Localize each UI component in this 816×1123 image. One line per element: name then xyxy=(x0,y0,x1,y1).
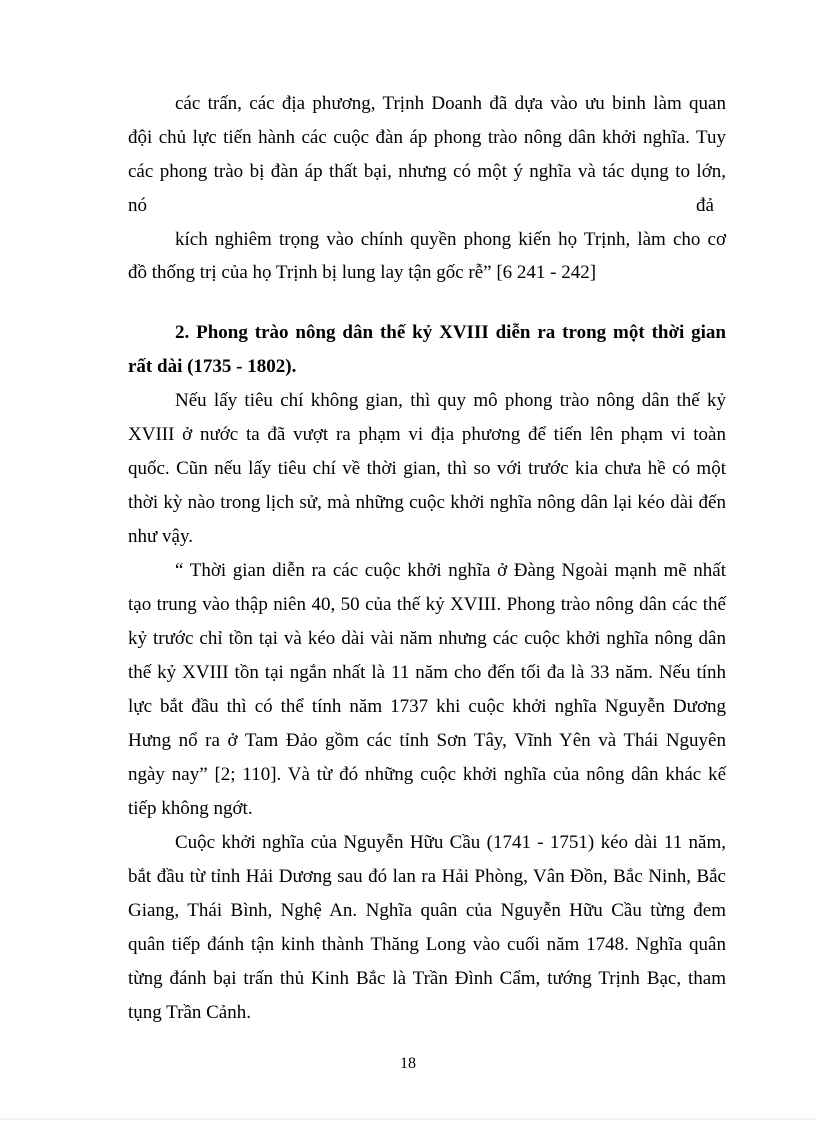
paragraph-2-line-2: XVIII ở nước ta đã vượt ra phạm vi địa phương để tiến lên phạm vi toàn xyxy=(128,424,726,445)
paragraph-1-line-4-end: đả xyxy=(696,195,714,216)
paragraph-3-line-5: lực bắt đầu thì có thể tính năm 1737 khi cuộc khởi nghĩa Nguyễn Dương xyxy=(128,696,726,717)
paragraph-4-line-4: quân tiếp đánh tận kinh thành Thăng Long vào cuối năm 1748. Nghĩa quân xyxy=(128,934,726,955)
paragraph-4-line-6: tụng Trần Cảnh. xyxy=(128,1002,251,1023)
paragraph-1-line-1: các trấn, các địa phương, Trịnh Doanh đã dựa vào ưu binh làm quan xyxy=(175,93,726,114)
paragraph-3-line-4: thế kỷ XVIII tồn tại ngắn nhất là 11 năm cho đến tối đa là 33 năm. Nếu tính xyxy=(128,662,726,683)
paragraph-3-line-2: tạo trung vào thập niên 40, 50 của thế kỷ XVIII. Phong trào nông dân các thế xyxy=(128,594,726,615)
paragraph-1-line-3: các phong trào bị đàn áp thất bại, nhưng có một ý nghĩa và tác dụng to lớn, xyxy=(128,161,726,182)
paragraph-2-line-1: Nếu lấy tiêu chí không gian, thì quy mô phong trào nông dân thế kỷ xyxy=(175,390,726,411)
paragraph-2-line-4: thời kỳ nào trong lịch sử, mà những cuộc khởi nghĩa nông dân lại kéo dài đến xyxy=(128,492,726,513)
section-heading-line-1: 2. Phong trào nông dân thế kỷ XVIII diễn ra trong một thời gian xyxy=(175,322,726,343)
paragraph-2-line-3: quốc. Cũn nếu lấy tiêu chí về thời gian, thì so với trước kia chưa hề có một xyxy=(128,458,726,479)
paragraph-2-line-5: như vậy. xyxy=(128,526,193,547)
paragraph-3-line-7: ngày nay” [2; 110]. Và từ đó những cuộc khởi nghĩa của nông dân khác kế xyxy=(128,764,726,785)
paragraph-4-line-3: Giang, Thái Bình, Nghệ An. Nghĩa quân của Nguyễn Hữu Cầu từng đem xyxy=(128,900,726,921)
paragraph-3-line-6: Hưng nổ ra ở Tam Đảo gồm các tỉnh Sơn Tây, Vĩnh Yên và Thái Nguyên xyxy=(128,730,726,751)
paragraph-4-line-1: Cuộc khởi nghĩa của Nguyễn Hữu Cầu (1741 - 1751) kéo dài 11 năm, xyxy=(175,832,726,853)
paragraph-3-line-1: “ Thời gian diễn ra các cuộc khởi nghĩa ở Đàng Ngoài mạnh mẽ nhất xyxy=(175,560,726,581)
paragraph-4-line-2: bắt đầu từ tỉnh Hải Dương sau đó lan ra Hải Phòng, Vân Đồn, Bắc Ninh, Bắc xyxy=(128,866,726,887)
paragraph-4-line-5: từng đánh bại trấn thủ Kinh Bắc là Trần Đình Cẩm, tướng Trịnh Bạc, tham xyxy=(128,968,726,989)
section-heading-line-2: rất dài (1735 - 1802). xyxy=(128,356,297,377)
paragraph-1-line-5: kích nghiêm trọng vào chính quyền phong kiến họ Trịnh, làm cho cơ xyxy=(175,229,726,250)
paragraph-3-line-3: kỷ trước chỉ tồn tại và kéo dài vài năm nhưng các cuộc khởi nghĩa nông dân xyxy=(128,628,726,649)
page-number: 18 xyxy=(400,1055,416,1072)
page-bottom-edge xyxy=(0,1118,816,1120)
paragraph-1-line-6: đồ thống trị của họ Trịnh bị lung lay tận gốc rễ” [6 241 - 242] xyxy=(128,262,597,283)
paragraph-1-line-4: nó xyxy=(128,195,147,216)
paragraph-1-line-2: đội chủ lực tiến hành các cuộc đàn áp phong trào nông dân khởi nghĩa. Tuy xyxy=(128,127,726,148)
paragraph-3-line-8: tiếp không ngớt. xyxy=(128,798,253,819)
